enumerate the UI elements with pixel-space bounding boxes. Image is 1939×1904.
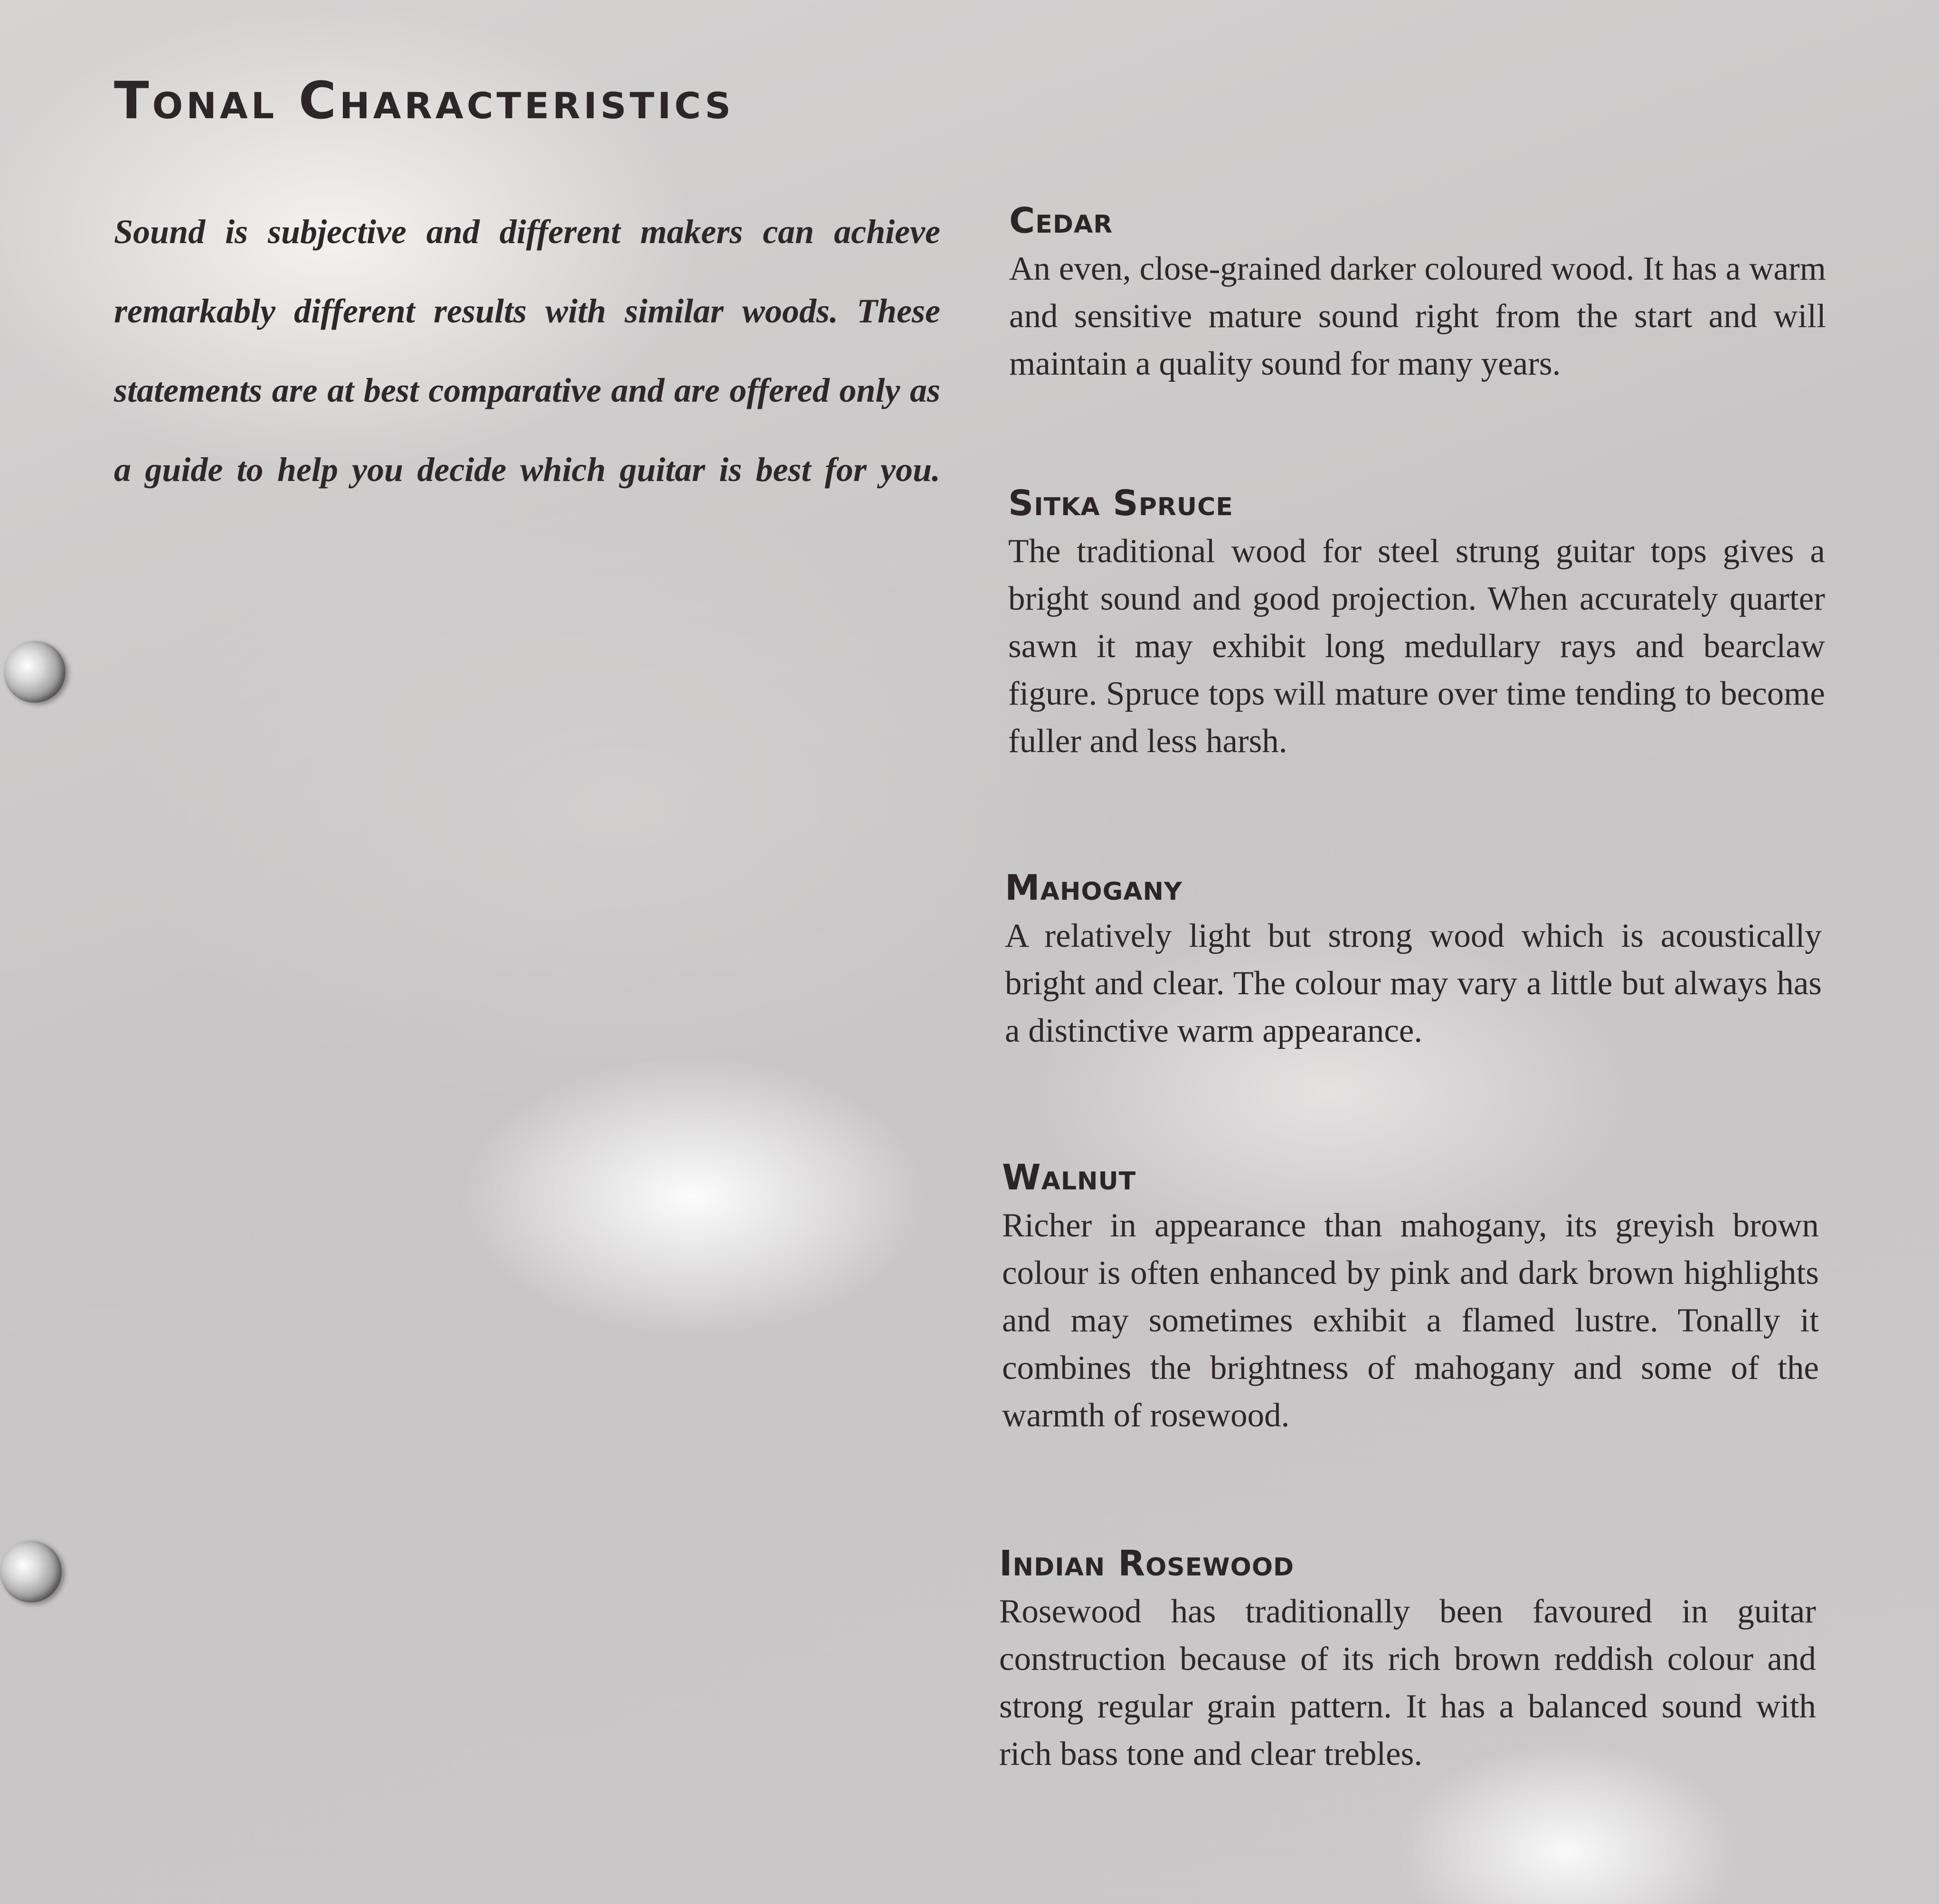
intro-paragraph: Sound is subjective and different makers can achieve remarkably different results with similar woods. These statements are at best comparative and are offered only as a guide to help you decide which guitar is best for you. [114,213,940,489]
binder-hole-top [4,641,66,703]
wood-description: An even, close-grained darker coloured wood. It has a warm and sensitive mature sound right from the start and will maintain a quality sound for many years. [1009,250,1826,382]
wood-section-sitka-spruce [1008,482,1825,765]
binder-hole-bottom [0,1541,62,1602]
wood-heading: Indian Rosewood [999,1543,1295,1584]
wood-description: A relatively light but strong wood which is acoustically bright and clear. The colour may vary a little but always has a distinctive warm appearance. [1005,917,1822,1049]
wood-description: The traditional wood for steel strung guitar tops gives a bright sound and good projection. When accurately quarter sawn it may exhibit long medullary rays and bearclaw figure. Spruce tops will mature over time tending to become fuller and less harsh. [1008,533,1825,760]
wood-heading: Mahogany [1005,867,1182,908]
wood-section-cedar [1009,199,1826,387]
wood-section-walnut [1002,1156,1819,1439]
wood-description: Richer in appearance than mahogany, its greyish brown colour is often enhanced by pink and dark brown highlights and may sometimes exhibit a flamed lustre. Tonally it combines the brightness of mahogany and some of the warmth of rosewood. [1002,1207,1819,1434]
wood-heading: Sitka Spruce [1008,483,1233,524]
wood-heading: Cedar [1009,200,1113,241]
wood-heading: Walnut [1002,1157,1136,1198]
wood-section-mahogany [1005,867,1822,1055]
wood-section-indian-rosewood [999,1542,1816,1778]
page-title: Tonal Characteristics [114,71,734,131]
wood-description: Rosewood has traditionally been favoured in guitar construction because of its rich brown reddish colour and strong regular grain pattern. It has a balanced sound with rich bass tone and clear trebles. [999,1593,1816,1772]
